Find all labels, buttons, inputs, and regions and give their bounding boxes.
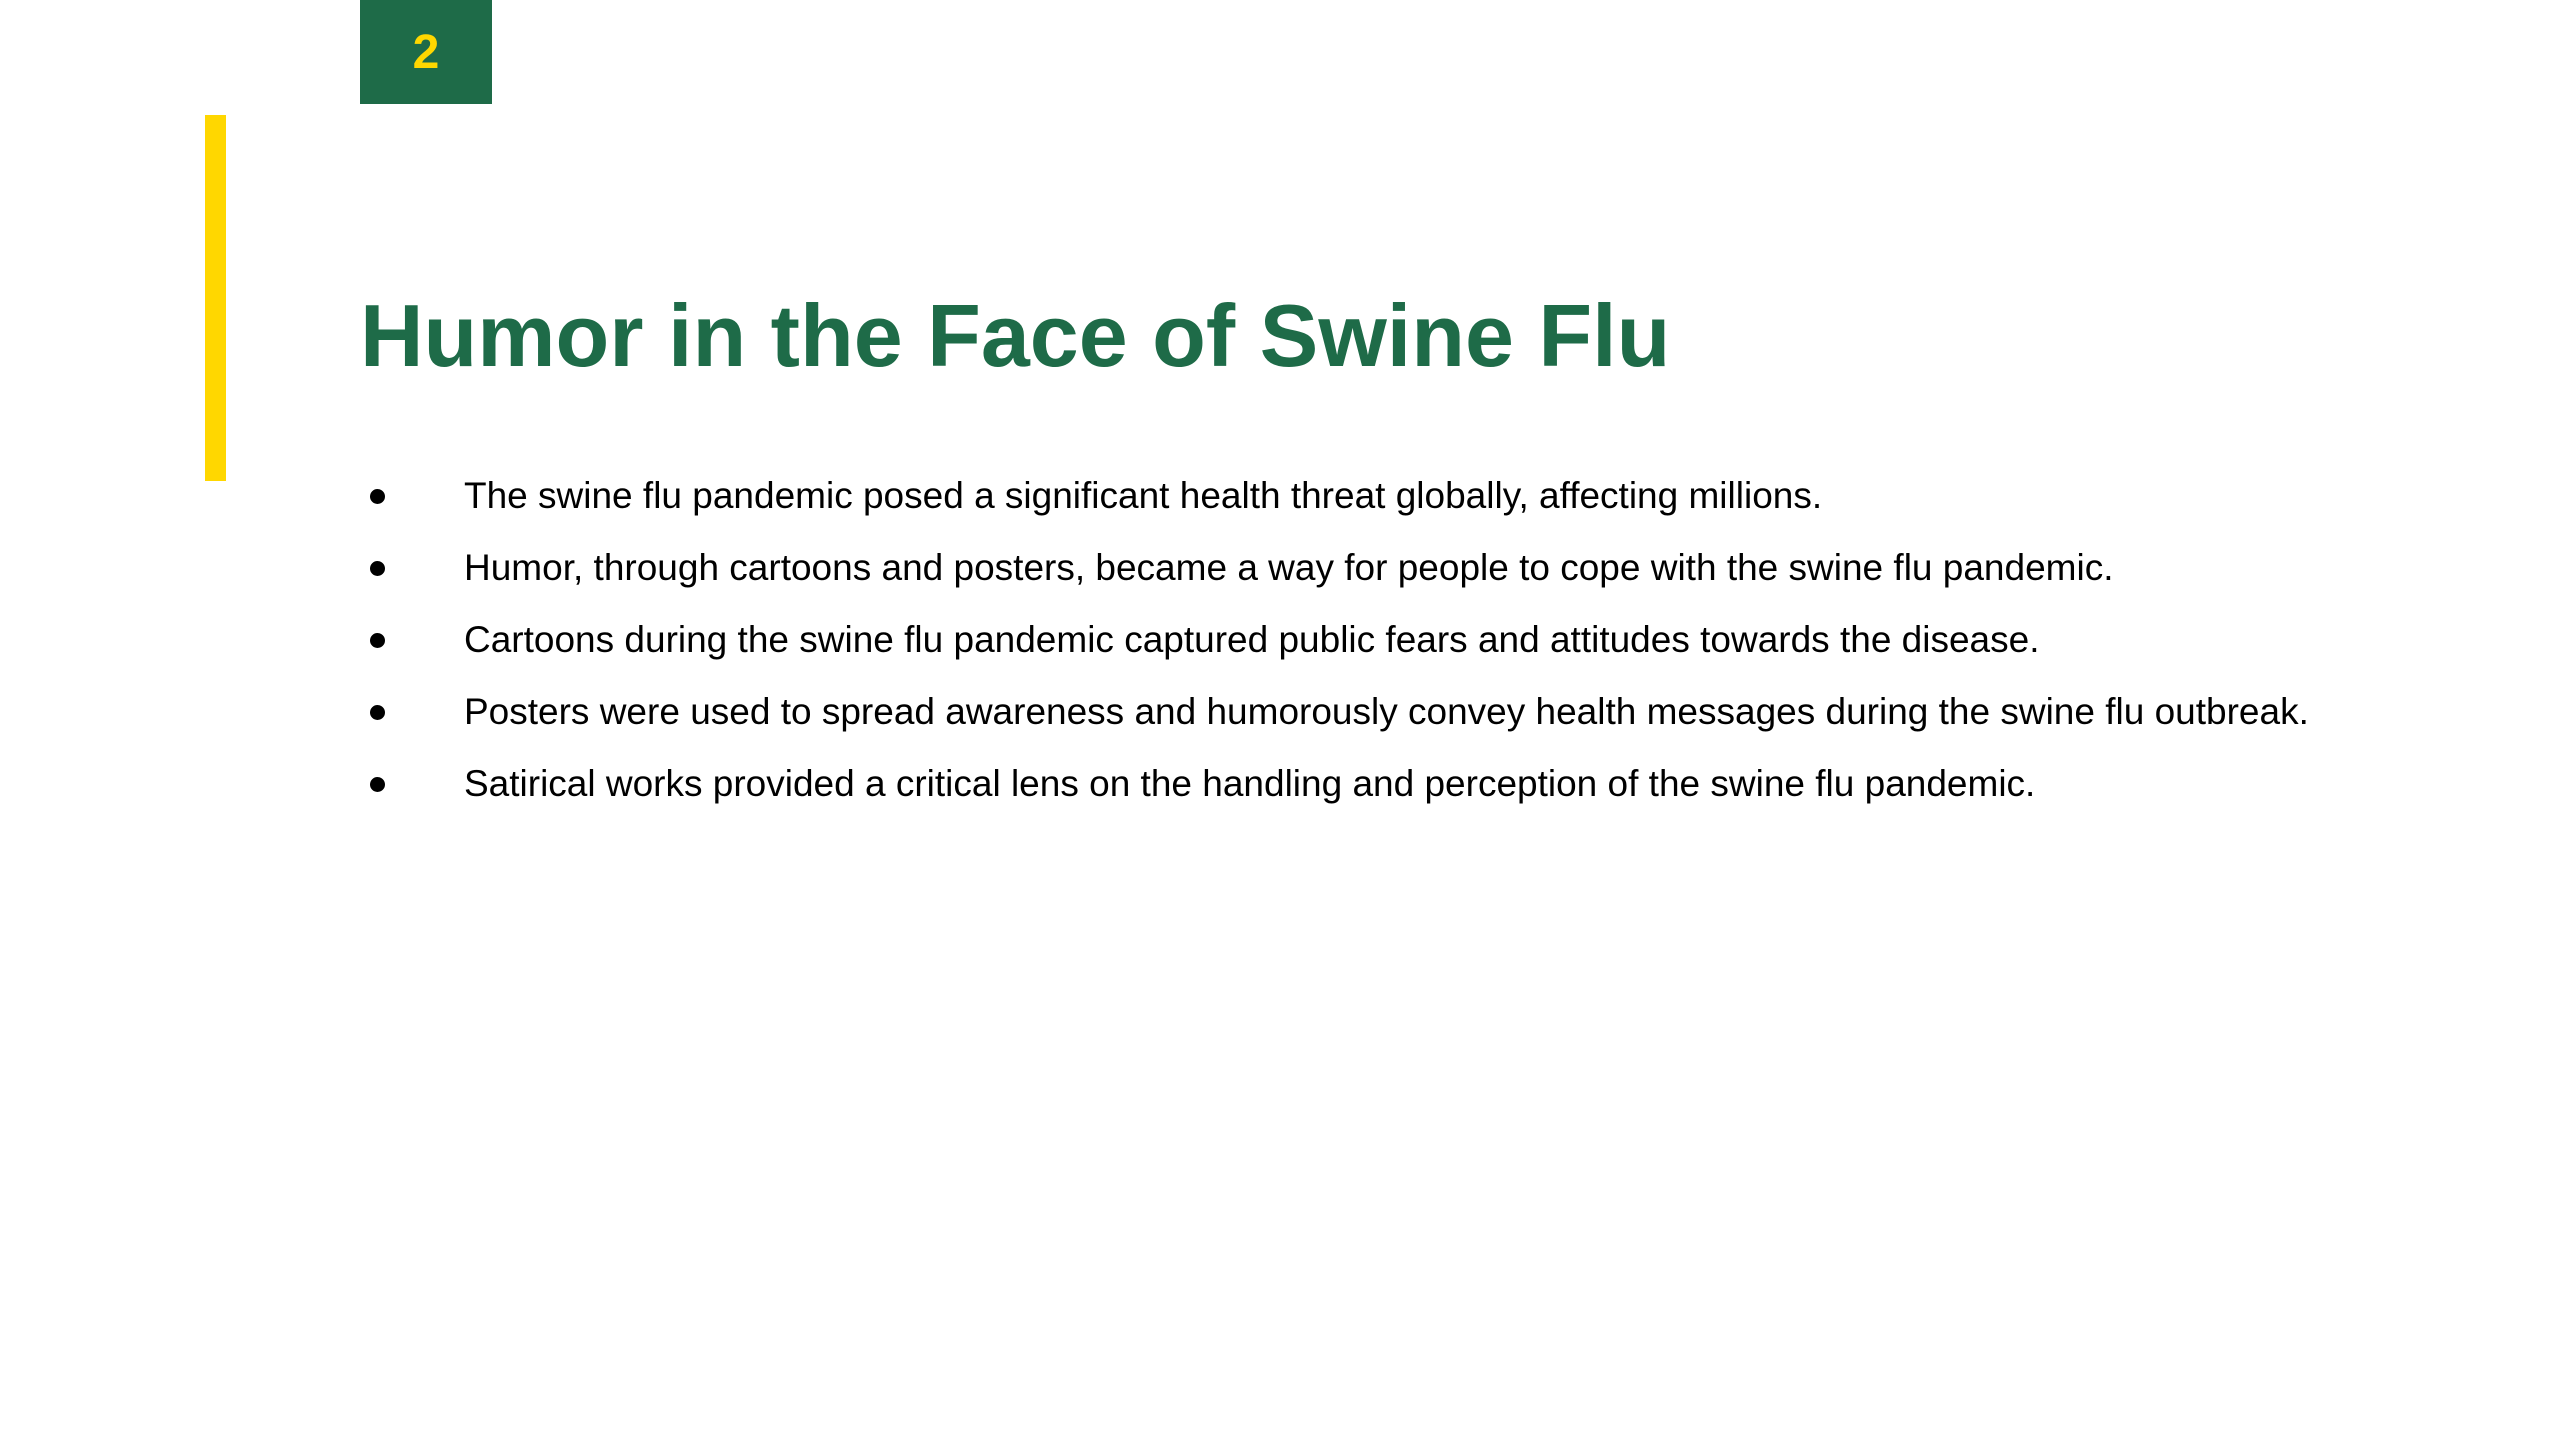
bullet-dot-icon <box>370 489 385 504</box>
bullet-dot-icon <box>370 561 385 576</box>
accent-bar <box>205 115 226 481</box>
bullet-dot-icon <box>370 633 385 648</box>
bullet-dot-icon <box>370 705 385 720</box>
bullet-item <box>360 676 2380 748</box>
bullet-item <box>360 604 2380 676</box>
bullet-text: Satirical works provided a critical lens on the handling and perception of the swine flu pandemic. <box>464 763 2036 804</box>
bullet-text: Posters were used to spread awareness and humorously convey health messages during the swine flu outbreak. <box>464 691 2309 732</box>
bullet-item <box>360 460 2380 532</box>
bullet-text: The swine flu pandemic posed a significant health threat globally, affecting millions. <box>464 475 1823 516</box>
page-number: 2 <box>412 25 440 79</box>
bullet-text: Cartoons during the swine flu pandemic captured public fears and attitudes towards the disease. <box>464 619 2040 660</box>
bullet-dot-icon <box>370 777 385 792</box>
slide-title: Humor in the Face of Swine Flu <box>360 286 1671 385</box>
bullet-item <box>360 532 2380 604</box>
bullet-list <box>360 460 2380 820</box>
bullet-text: Humor, through cartoons and posters, became a way for people to cope with the swine flu pandemic. <box>464 547 2114 588</box>
page-number-badge <box>360 0 492 104</box>
bullet-item <box>360 748 2380 820</box>
